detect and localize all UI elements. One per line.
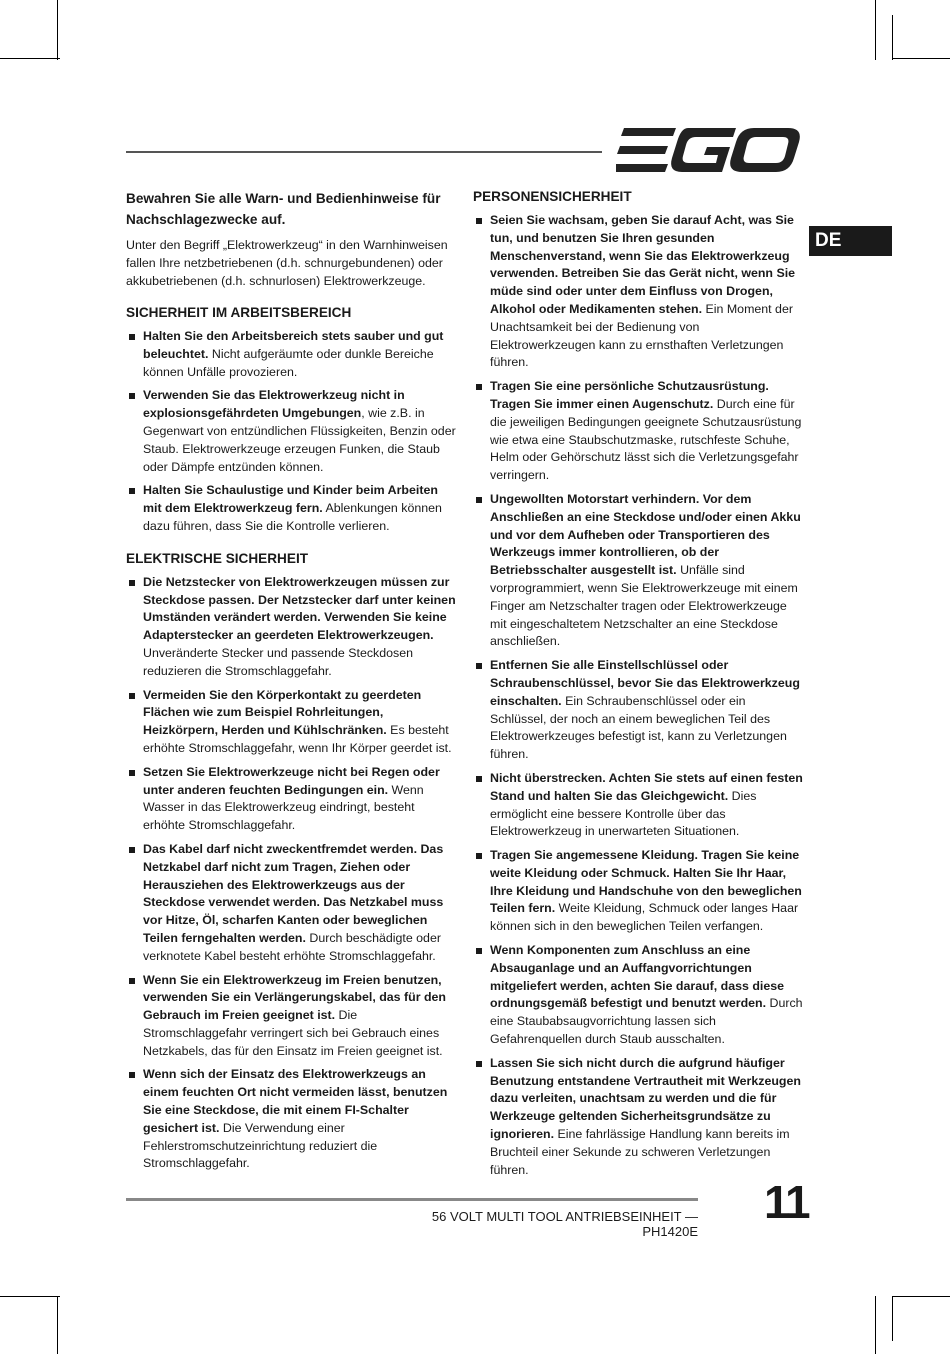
language-tab: DE bbox=[809, 226, 892, 256]
item-text: Durch beschädigte oder verknotete Kabel besteht erhöhte Stromschlaggefahr. bbox=[143, 930, 441, 963]
crop-mark bbox=[892, 15, 893, 60]
item-bold-text: Die Netzstecker von Elektrowerkzeugen müssen zur Steckdose passen. Der Netzstecker darf unter keinen Umständen verändert werden. Verwenden Sie keine Adapterstecker an geerdeten Elektrowerkzeugen. bbox=[143, 574, 456, 643]
item-text: Die Stromschlaggefahr verringert sich bei Gebrauch eines Netzkabels, das für den Einsatz im Freien geeignet ist. bbox=[143, 1008, 443, 1058]
item-bold-text: Verwenden Sie das Elektrowerkzeug nicht in explosionsgefährdeten Umgebungen bbox=[143, 388, 405, 421]
item-text: Es besteht erhöhte Stromschlaggefahr, wenn Ihr Körper geerdet ist. bbox=[143, 723, 452, 755]
list-item bbox=[473, 942, 803, 1049]
item-bold-text: Wenn Komponenten zum Anschluss an eine Absauganlage und an Auffangvorrichtungen mitgeliefert werden, achten Sie darauf, dass diese ordnungsgemäß befestigt und benutzt werden. bbox=[490, 943, 785, 1011]
list-item bbox=[473, 491, 803, 651]
crop-mark bbox=[57, 0, 58, 60]
list-item bbox=[126, 574, 456, 681]
list-item bbox=[473, 1055, 803, 1180]
list-item bbox=[126, 387, 456, 476]
list-item bbox=[126, 972, 456, 1061]
list-item bbox=[126, 482, 456, 535]
crop-mark bbox=[893, 58, 950, 59]
item-text: Dies ermöglicht eine bessere Kontrolle über das Elektrowerkzeug in unerwarteten Situationen. bbox=[490, 788, 757, 839]
list-item bbox=[126, 328, 456, 381]
left-column bbox=[126, 188, 456, 1187]
item-bold-text: Lassen Sie sich nicht durch die aufgrund häufiger Benutzung entstandene Vertrautheit mit Werkzeugen dazu verleiten, unachtsam zu werden und die für Werkzeuge geltenden Sicherheitsgrundsätze zu ignorieren. bbox=[490, 1055, 801, 1142]
crop-mark bbox=[875, 1296, 876, 1354]
item-bold-text: Wenn sich der Einsatz des Elektrowerkzeugs an einem feuchten Ort nicht vermeiden lässt, benutzen Sie eine Steckdose, die mit einem FI-Schalter gesichert ist. bbox=[143, 1067, 448, 1135]
list-item bbox=[126, 687, 456, 758]
section-title-work-area: SICHERHEIT IM ARBEITSBEREICH bbox=[126, 305, 352, 320]
crop-mark bbox=[875, 0, 876, 60]
item-text: Weite Kleidung, Schmuck oder langes Haar können sich in den beweglichen Teilen verfangen. bbox=[490, 901, 799, 934]
list-item bbox=[126, 1066, 456, 1173]
personal-list bbox=[473, 212, 803, 1179]
list-item bbox=[473, 770, 803, 841]
list-item bbox=[126, 764, 456, 835]
list-item bbox=[473, 378, 803, 485]
header-rule bbox=[126, 151, 602, 153]
item-bold-text: Wenn Sie ein Elektrowerkzeug im Freien benutzen, verwenden Sie ein Verlängerungskabel, das für den Gebrauch im Freien geeignet ist. bbox=[143, 972, 446, 1023]
list-item bbox=[473, 657, 803, 764]
crop-mark bbox=[0, 1296, 60, 1297]
item-bold-text: Vermeiden Sie den Körperkontakt zu geerdeten Flächen wie zum Beispiel Rohrleitungen, Heizkörpern, Herden und Kühlschränken. bbox=[143, 687, 422, 738]
item-bold-text: Tragen Sie angemessene Kleidung. Tragen Sie keine weite Kleidung oder Schmuck. Halten Sie Ihr Haar, Ihre Kleidung und Handschuhe von den beweglichen Teilen fern. bbox=[490, 848, 802, 916]
item-text: Nicht aufgeräumte oder dunkle Bereiche können Unfälle provozieren. bbox=[143, 346, 434, 379]
item-bold-text: Tragen Sie eine persönliche Schutzausrüstung. Tragen Sie immer einen Augenschutz. bbox=[490, 379, 769, 411]
item-text: Durch eine Staubabsaugvorrichtung lassen sich Gefahrenquellen durch Staub ausschalten. bbox=[490, 996, 803, 1047]
item-text: Ablenkungen können dazu führen, dass Sie die Kontrolle verlieren. bbox=[143, 501, 442, 533]
intro-title: Bewahren Sie alle Warn- und Bedienhinweise für Nachschlagezwecke auf. bbox=[126, 191, 441, 227]
item-text: Wenn Wasser in das Elektrowerkzeug eindringt, besteht erhöhte Stromschlaggefahr. bbox=[143, 782, 424, 833]
ego-logo bbox=[616, 128, 800, 172]
section-title-electrical: ELEKTRISCHE SICHERHEIT bbox=[126, 550, 309, 566]
list-item bbox=[473, 212, 803, 372]
crop-mark bbox=[57, 1296, 58, 1354]
list-item bbox=[126, 841, 456, 966]
footer-text: 56 VOLT MULTI TOOL ANTRIEBSEINHEIT — PH1420E bbox=[431, 1209, 698, 1239]
electrical-list bbox=[126, 574, 456, 1174]
item-bold-text: Seien Sie wachsam, geben Sie darauf Acht, was Sie tun, und benutzen Sie Ihren gesunden Menschenverstand, wenn Sie das Elektrowerkzeug verwenden. Betreiben Sie das Gerät nicht, wenn Sie müde sind oder unter dem Einfluss von Drogen, Alkohol oder Medikamenten stehen. bbox=[490, 213, 796, 316]
crop-mark bbox=[893, 1296, 950, 1297]
work-area-list bbox=[126, 328, 456, 536]
item-text: Durch eine für die jeweiligen Bedingungen geeignete Schutzausrüstung wie etwa eine Staubschutzmaske, rutschfeste Schuhe, Helm oder Gehörschutz lässt sich die Verletzungsgefahr verringern. bbox=[490, 396, 802, 483]
intro-text: Unter den Begriff „Elektrowerkzeug“ in den Warnhinweisen fallen Ihre netzbetriebenen (d.h. schnurgebundenen) oder akkubetriebenen (d.h. schnurlosen) Elektrowerkzeuge. bbox=[126, 238, 448, 288]
item-text: Ein Moment der Unachtsamkeit bei der Bedienung von Elektrowerkzeugen kann zu ernsthaften Verletzungen führen. bbox=[490, 301, 793, 370]
page-number: 11 bbox=[764, 1176, 809, 1228]
item-bold-text: Halten Sie Schaulustige und Kinder beim Arbeiten mit dem Elektrowerkzeug fern. bbox=[143, 483, 438, 516]
section-title-personal: PERSONENSICHERHEIT bbox=[473, 189, 632, 204]
list-item bbox=[473, 847, 803, 936]
footer-rule bbox=[126, 1198, 698, 1201]
item-bold-text: Ungewollten Motorstart verhindern. Vor dem Anschließen an eine Steckdose und/oder einen Akku und vor dem Aufheben oder Transportieren des Werkzeugs immer kontrollieren, ob der Betriebsschalter ausgestellt ist. bbox=[490, 491, 801, 578]
item-bold-text: Entfernen Sie alle Einstellschlüssel oder Schraubenschlüssel, bevor Sie das Elektrowerkzeug einschalten. bbox=[490, 658, 800, 708]
item-text: Unfälle sind vorprogrammiert, wenn Sie Elektrowerkzeuge mit einem Finger am Netzschalter tragen oder Elektrowerkzeuge mit eingeschaltetem Netzschalter an eine Steckdose anschließen. bbox=[490, 563, 798, 649]
item-text: Unveränderte Stecker und passende Steckdosen reduzieren die Stromschlaggefahr. bbox=[143, 645, 414, 678]
crop-mark bbox=[892, 1296, 893, 1341]
item-text: Eine fahrlässige Handlung kann bereits im Bruchteil einer Sekunde zu schweren Verletzungen führen. bbox=[490, 1127, 790, 1177]
item-bold-text: Setzen Sie Elektrowerkzeuge nicht bei Regen oder unter anderen feuchten Bedingungen ein. bbox=[143, 764, 440, 797]
item-text: Die Verwendung einer Fehlerstromschutzeinrichtung reduziert die Stromschlaggefahr. bbox=[143, 1120, 378, 1171]
item-bold-text: Halten Sie den Arbeitsbereich stets sauber und gut beleuchtet. bbox=[143, 329, 444, 361]
crop-mark bbox=[0, 58, 60, 59]
item-text: , wie z.B. in Gegenwart von entzündlichen Flüssigkeiten, Benzin oder Staub. Elektrowerkzeuge erzeugen Funken, die Staub oder Dämpfe entzünden können. bbox=[143, 406, 456, 474]
item-bold-text: Nicht überstrecken. Achten Sie stets auf einen festen Stand und halten Sie das Gleichgewicht. bbox=[490, 770, 803, 803]
item-bold-text: Das Kabel darf nicht zweckentfremdet werden. Das Netzkabel darf nicht zum Tragen, Ziehen oder Herausziehen des Elektrowerkzeugs aus der Steckdose verwendet werden. Das Netzkabel muss vor Hitze, Öl, scharfen Kanten oder beweglichen Teilen ferngehalten werden. bbox=[143, 841, 444, 945]
item-text: Ein Schraubenschlüssel oder ein Schlüssel, der noch an einem beweglichen Teil des Elektrowerkzeuges befestigt ist, kann zu Verletzungen führen. bbox=[490, 693, 787, 762]
right-column bbox=[473, 188, 803, 1193]
